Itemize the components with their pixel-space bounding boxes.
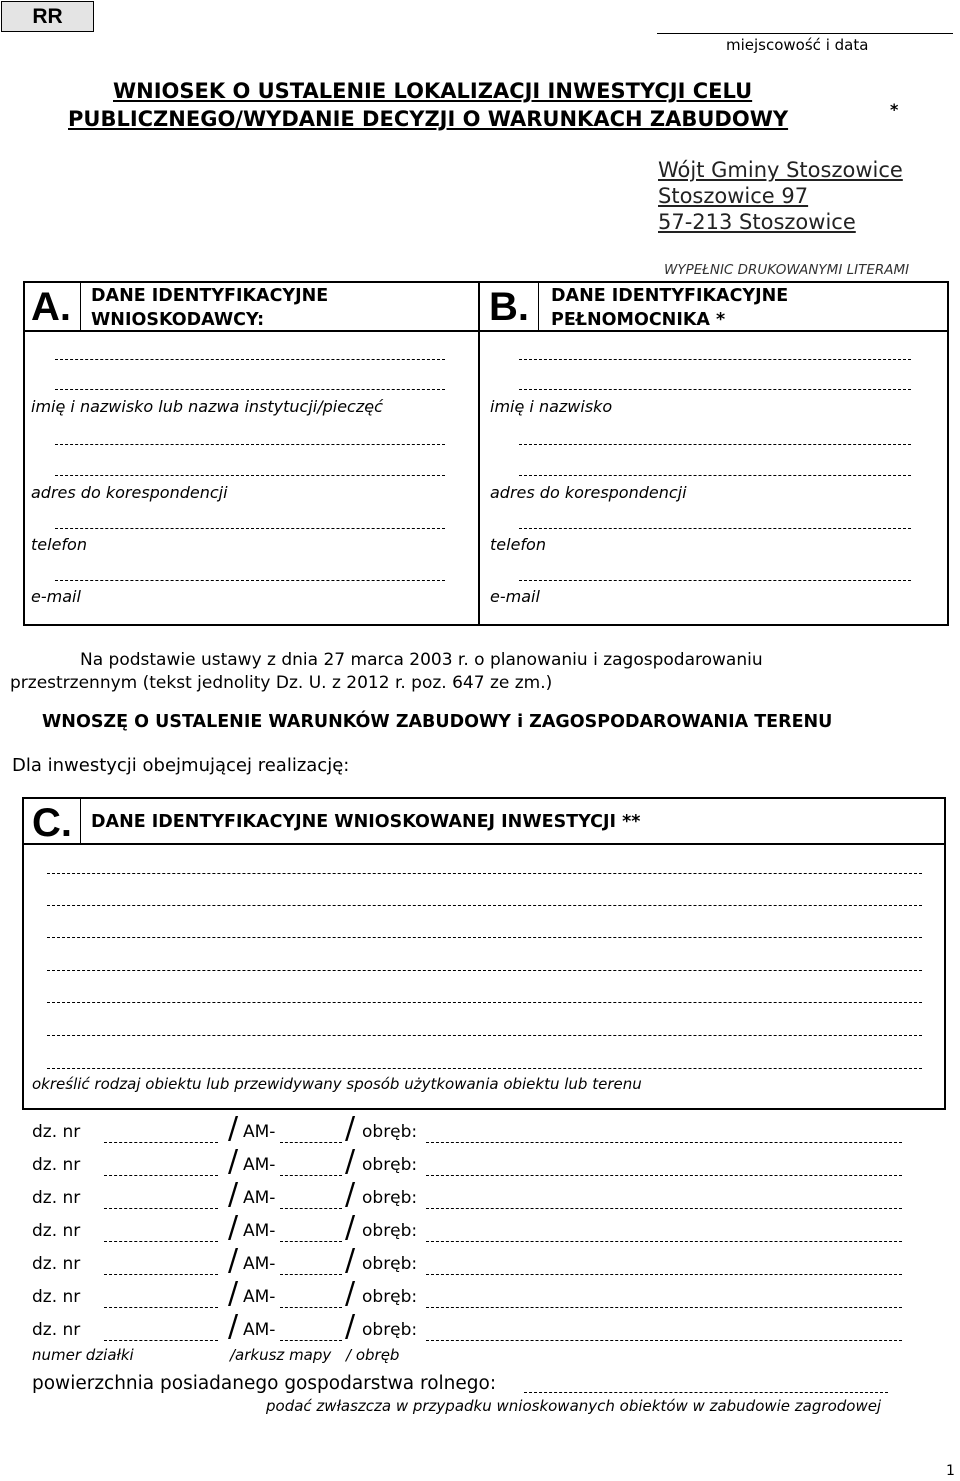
plot-slash: / xyxy=(228,1144,239,1179)
recipient-street: Stoszowice 97 xyxy=(658,184,809,208)
obreb-field[interactable] xyxy=(426,1175,902,1176)
plot-slash: / xyxy=(228,1276,239,1311)
investment-scope-label: Dla inwestycji obejmującej realizację: xyxy=(12,755,350,776)
place-date-field[interactable] xyxy=(657,33,953,34)
applicant-address-label: adres do korespondencji xyxy=(31,483,228,502)
section-c-letter: C. xyxy=(32,801,72,845)
proxy-phone-label: telefon xyxy=(490,535,546,554)
obreb-field[interactable] xyxy=(426,1142,902,1143)
proxy-name-field-2[interactable] xyxy=(519,389,911,390)
map-sheet-prefix: AM- xyxy=(243,1221,276,1241)
form-code-box: RR xyxy=(1,1,94,32)
title-footnote-mark: * xyxy=(890,100,899,119)
map-sheet-prefix: AM- xyxy=(243,1320,276,1340)
plot-slash: / xyxy=(345,1210,356,1245)
recipient-city: 57-213 Stoszowice xyxy=(658,210,856,234)
plot-number-prefix: dz. nr xyxy=(32,1122,81,1142)
applicant-email-label: e-mail xyxy=(31,587,81,606)
obreb-prefix: obręb: xyxy=(362,1188,418,1208)
section-a-letter-divider xyxy=(80,281,81,330)
section-c-heading: DANE IDENTYFIKACYJNE WNIOSKOWANEJ INWESTYCJI ** xyxy=(91,812,641,832)
plot-number-prefix: dz. nr xyxy=(32,1221,81,1241)
plot-slash: / xyxy=(345,1243,356,1278)
section-a-heading-2: WNIOSKODAWCY: xyxy=(91,310,265,330)
map-sheet-legend: /arkusz mapy xyxy=(230,1346,332,1364)
obreb-field[interactable] xyxy=(426,1307,902,1308)
proxy-name-field[interactable] xyxy=(519,359,911,360)
plot-number-prefix: dz. nr xyxy=(32,1155,81,1175)
section-c-letter-divider xyxy=(80,797,81,843)
proxy-address-label: adres do korespondencji xyxy=(490,483,687,502)
proxy-email-field[interactable] xyxy=(519,580,911,581)
plot-slash: / xyxy=(228,1243,239,1278)
form-title-line-1: WNIOSEK O USTALENIE LOKALIZACJI INWESTYCJI CELU xyxy=(113,79,753,103)
section-b-letter: B. xyxy=(489,285,529,329)
applicant-email-field[interactable] xyxy=(55,580,445,581)
farm-area-label: powierzchnia posiadanego gospodarstwa rolnego: xyxy=(32,1373,497,1394)
plot-slash: / xyxy=(228,1210,239,1245)
obreb-prefix: obręb: xyxy=(362,1254,418,1274)
applicant-phone-label: telefon xyxy=(31,535,87,554)
map-sheet-field[interactable] xyxy=(280,1340,342,1341)
plot-slash: / xyxy=(228,1309,239,1344)
map-sheet-prefix: AM- xyxy=(243,1287,276,1307)
proxy-name-label: imię i nazwisko xyxy=(490,397,613,416)
map-sheet-field[interactable] xyxy=(280,1142,342,1143)
obreb-prefix: obręb: xyxy=(362,1287,418,1307)
request-statement: WNOSZĘ O USTALENIE WARUNKÓW ZABUDOWY i ZAGOSPODAROWANIA TERENU xyxy=(42,712,833,732)
legal-basis-line-2: przestrzennym (tekst jednolity Dz. U. z 2012 r. poz. 647 ze zm.) xyxy=(10,673,553,693)
map-sheet-prefix: AM- xyxy=(243,1254,276,1274)
proxy-address-field-2[interactable] xyxy=(519,475,911,476)
map-sheet-prefix: AM- xyxy=(243,1155,276,1175)
applicant-name-field-2[interactable] xyxy=(55,389,445,390)
investment-description-line[interactable] xyxy=(47,970,922,971)
plot-number-field[interactable] xyxy=(104,1340,218,1341)
proxy-email-label: e-mail xyxy=(490,587,540,606)
plot-slash: / xyxy=(228,1177,239,1212)
map-sheet-field[interactable] xyxy=(280,1241,342,1242)
plot-slash: / xyxy=(345,1309,356,1344)
obreb-prefix: obręb: xyxy=(362,1221,418,1241)
section-b-letter-divider xyxy=(538,281,539,330)
legal-basis-line-1: Na podstawie ustawy z dnia 27 marca 2003 r. o planowaniu i zagospodarowaniu xyxy=(80,650,763,670)
plot-number-field[interactable] xyxy=(104,1142,218,1143)
obreb-field[interactable] xyxy=(426,1274,902,1275)
plot-slash: / xyxy=(228,1111,239,1146)
applicant-section-box xyxy=(23,281,949,626)
obreb-legend: / obręb xyxy=(346,1346,400,1364)
map-sheet-field[interactable] xyxy=(280,1175,342,1176)
plot-number-field[interactable] xyxy=(104,1175,218,1176)
plot-number-field[interactable] xyxy=(104,1307,218,1308)
plot-number-field[interactable] xyxy=(104,1274,218,1275)
section-b-heading-1: DANE IDENTYFIKACYJNE xyxy=(551,286,789,306)
section-divider xyxy=(478,281,480,626)
recipient-name: Wójt Gminy Stoszowice xyxy=(658,158,903,182)
obreb-field[interactable] xyxy=(426,1208,902,1209)
plot-number-prefix: dz. nr xyxy=(32,1188,81,1208)
investment-description-line[interactable] xyxy=(47,1002,922,1003)
applicant-phone-field[interactable] xyxy=(55,528,445,529)
applicant-address-field[interactable] xyxy=(55,444,445,445)
plot-number-prefix: dz. nr xyxy=(32,1254,81,1274)
obreb-prefix: obręb: xyxy=(362,1122,418,1142)
map-sheet-field[interactable] xyxy=(280,1274,342,1275)
applicant-name-label: imię i nazwisko lub nazwa instytucji/pieczęć xyxy=(31,397,383,416)
form-title-line-2: PUBLICZNEGO/WYDANIE DECYZJI O WARUNKACH ZABUDOWY xyxy=(68,107,789,131)
investment-description-line[interactable] xyxy=(47,1068,922,1069)
proxy-phone-field[interactable] xyxy=(519,528,911,529)
investment-description-line[interactable] xyxy=(47,937,922,938)
obreb-field[interactable] xyxy=(426,1241,902,1242)
section-a-heading-1: DANE IDENTYFIKACYJNE xyxy=(91,286,329,306)
investment-description-line[interactable] xyxy=(47,1035,922,1036)
plot-number-legend: numer działki xyxy=(32,1346,134,1364)
fill-instruction: WYPEŁNIC DRUKOWANYMI LITERAMI xyxy=(664,262,910,278)
applicant-name-field[interactable] xyxy=(55,359,445,360)
object-type-hint: określić rodzaj obiektu lub przewidywany sposób użytkowania obiektu lub terenu xyxy=(32,1075,642,1093)
farm-area-field[interactable] xyxy=(524,1392,888,1393)
map-sheet-prefix: AM- xyxy=(243,1188,276,1208)
applicant-address-field-2[interactable] xyxy=(55,475,445,476)
obreb-prefix: obręb: xyxy=(362,1155,418,1175)
farm-area-hint: podać zwłaszcza w przypadku wnioskowanych obiektów w zabudowie zagrodowej xyxy=(266,1397,882,1415)
plot-number-prefix: dz. nr xyxy=(32,1320,81,1340)
plot-slash: / xyxy=(345,1177,356,1212)
page-number: 1 xyxy=(946,1463,955,1479)
plot-number-field[interactable] xyxy=(104,1241,218,1242)
plot-slash: / xyxy=(345,1276,356,1311)
plot-slash: / xyxy=(345,1111,356,1146)
plot-slash: / xyxy=(345,1144,356,1179)
section-a-letter: A. xyxy=(31,285,71,329)
proxy-address-field[interactable] xyxy=(519,444,911,445)
map-sheet-field[interactable] xyxy=(280,1208,342,1209)
obreb-prefix: obręb: xyxy=(362,1320,418,1340)
map-sheet-prefix: AM- xyxy=(243,1122,276,1142)
obreb-field[interactable] xyxy=(426,1340,902,1341)
place-date-label: miejscowość i data xyxy=(726,36,869,54)
investment-description-line[interactable] xyxy=(47,905,922,906)
section-b-heading-2: PEŁNOMOCNIKA * xyxy=(551,310,726,330)
plot-number-prefix: dz. nr xyxy=(32,1287,81,1307)
investment-description-line[interactable] xyxy=(47,873,922,874)
map-sheet-field[interactable] xyxy=(280,1307,342,1308)
section-c-header-rule xyxy=(22,843,946,845)
plot-number-field[interactable] xyxy=(104,1208,218,1209)
